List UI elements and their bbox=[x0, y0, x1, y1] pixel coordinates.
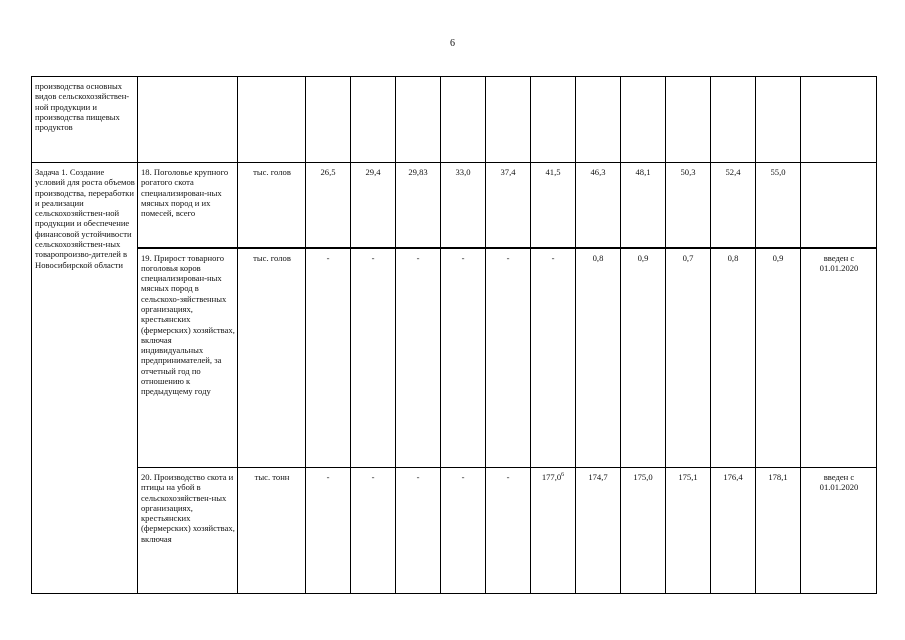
value-cell: 0,8 bbox=[576, 248, 621, 468]
indicator-cell: 18. Поголовье крупного рогатого скота специализирован-ных мясных пород и их помесей, всего bbox=[138, 163, 238, 248]
task-cell: Задача 1. Создание условий для роста объемов производства, переработки и реализации сельскохозяйствен-ной продукции и обеспечение финансовой устойчивости сельскохозяйствен-ных товаропроизво-дителей в Новосибирской области bbox=[32, 163, 138, 594]
empty-cell bbox=[711, 77, 756, 163]
value-cell: 176,4 bbox=[711, 468, 756, 594]
table-row bbox=[32, 468, 877, 594]
value-cell: - bbox=[486, 468, 531, 594]
value-cell: - bbox=[396, 248, 441, 468]
note-cell: введен с 01.01.2020 bbox=[801, 248, 877, 468]
value-cell: 50,3 bbox=[666, 163, 711, 248]
indicator-cell: 20. Производство скота и птицы на убой в сельскохозяйствен-ных организациях, крестьянских (фермерских) хозяйствах, включая bbox=[138, 468, 238, 594]
value-cell: - bbox=[441, 468, 486, 594]
value-cell: - bbox=[351, 248, 396, 468]
value-cell: - bbox=[486, 248, 531, 468]
continuation-row bbox=[32, 77, 877, 163]
value-cell: - bbox=[396, 468, 441, 594]
value-cell: 174,7 bbox=[576, 468, 621, 594]
value-cell: 52,4 bbox=[711, 163, 756, 248]
unit-cell: тыс. голов bbox=[238, 248, 306, 468]
value-cell: 0,8 bbox=[711, 248, 756, 468]
empty-cell bbox=[396, 77, 441, 163]
value-cell: - bbox=[351, 468, 396, 594]
value-cell: 55,0 bbox=[756, 163, 801, 248]
value-cell: - bbox=[306, 248, 351, 468]
empty-cell bbox=[441, 77, 486, 163]
empty-cell bbox=[306, 77, 351, 163]
unit-cell: тыс. тонн bbox=[238, 468, 306, 594]
page-number: 6 bbox=[450, 38, 455, 49]
indicators-table bbox=[31, 76, 877, 594]
empty-cell bbox=[531, 77, 576, 163]
note-cell: введен с 01.01.2020 bbox=[801, 468, 877, 594]
value-cell: 0,9 bbox=[621, 248, 666, 468]
empty-cell bbox=[621, 77, 666, 163]
empty-cell bbox=[238, 77, 306, 163]
table-row bbox=[32, 248, 877, 468]
value-cell: - bbox=[531, 248, 576, 468]
footnote-mark: 6 bbox=[561, 472, 565, 479]
empty-cell bbox=[801, 77, 877, 163]
empty-cell bbox=[138, 77, 238, 163]
empty-cell bbox=[351, 77, 396, 163]
value-cell: 48,1 bbox=[621, 163, 666, 248]
indicator-cell: 19. Прирост товарного поголовья коров специализирован-ных мясных пород в сельскохо-зяйственных организациях, крестьянских (фермерских) хозяйствах, включая индивидуальных предпринимателей, за отчетный год по отношению к предыдущему году bbox=[138, 248, 238, 468]
value-cell: 29,83 bbox=[396, 163, 441, 248]
value-cell: 37,4 bbox=[486, 163, 531, 248]
value-cell: 41,5 bbox=[531, 163, 576, 248]
empty-cell bbox=[576, 77, 621, 163]
table-row bbox=[32, 163, 877, 248]
empty-cell bbox=[666, 77, 711, 163]
value-cell bbox=[531, 468, 576, 594]
value-cell: 175,1 bbox=[666, 468, 711, 594]
value-cell: 33,0 bbox=[441, 163, 486, 248]
note-cell bbox=[801, 163, 877, 248]
continued-goal-text: производства основных видов сельскохозяйствен-ной продукции и производства пищевых продуктов bbox=[32, 77, 138, 163]
unit-cell: тыс. голов bbox=[238, 163, 306, 248]
value-cell: 26,5 bbox=[306, 163, 351, 248]
value-cell: 0,9 bbox=[756, 248, 801, 468]
value-cell: 29,4 bbox=[351, 163, 396, 248]
value-text: 177,0 bbox=[541, 472, 562, 482]
empty-cell bbox=[756, 77, 801, 163]
value-cell: 46,3 bbox=[576, 163, 621, 248]
value-cell: 178,1 bbox=[756, 468, 801, 594]
value-cell: - bbox=[441, 248, 486, 468]
value-cell: 0,7 bbox=[666, 248, 711, 468]
value-cell: - bbox=[306, 468, 351, 594]
value-cell: 175,0 bbox=[621, 468, 666, 594]
empty-cell bbox=[486, 77, 531, 163]
